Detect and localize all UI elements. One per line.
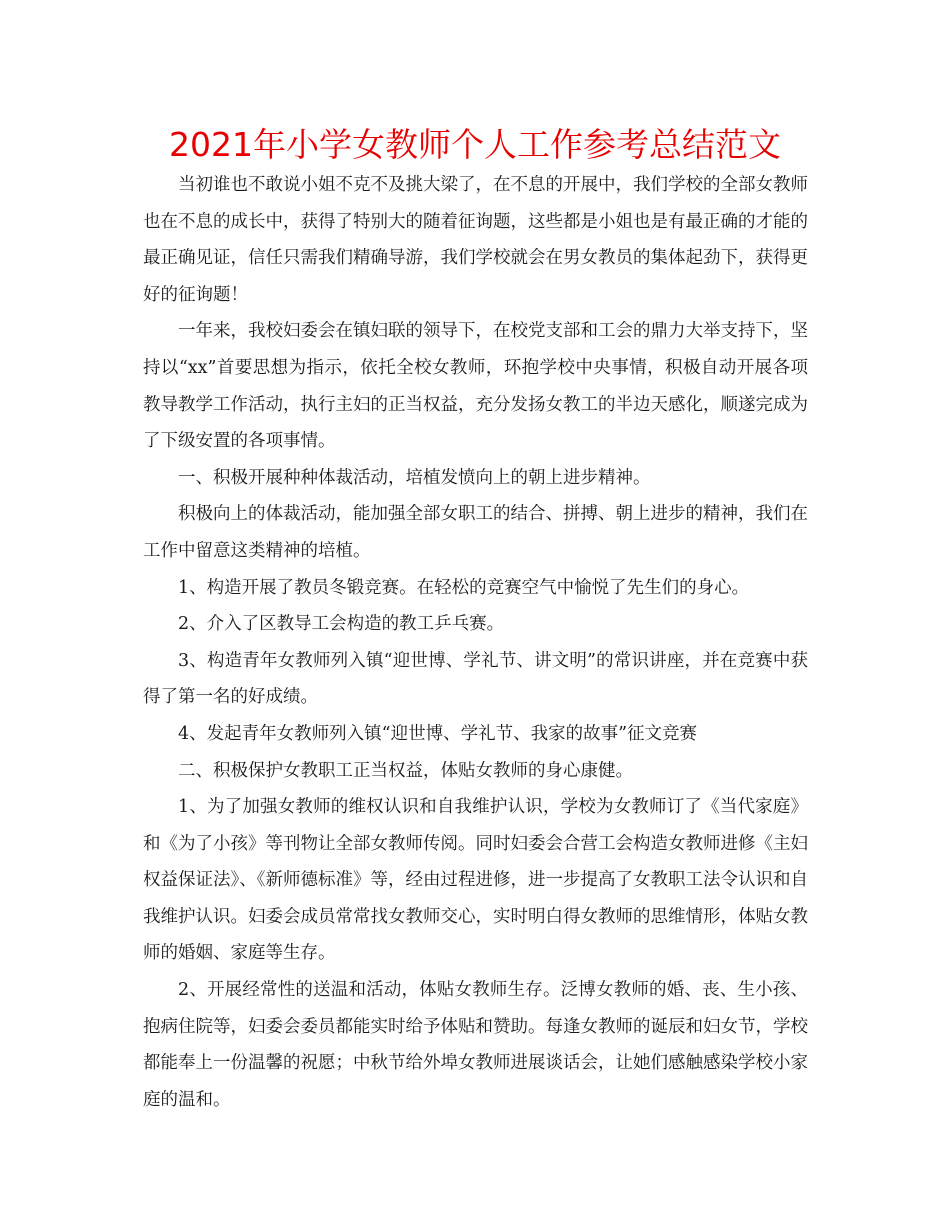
- document-title: 2021年小学女教师个人工作参考总结范文: [169, 125, 781, 164]
- list-item-1-4: 4、发起青年女教师列入镇“迎世博、学礼节、我家的故事”征文竞赛: [178, 723, 698, 744]
- list-item-1-2: 2、介入了区教导工会构造的教工乒乓赛。: [178, 614, 505, 635]
- paragraph-section-1: 积极向上的体裁活动，能加强全部女职工的结合、拼搏、朝上进步的精神，我们在工作中留意这类精神的培植。: [143, 504, 808, 561]
- list-item-1-1: 1、构造开展了教员冬锻竞赛。在轻松的竞赛空气中愉悦了先生们的身心。: [178, 577, 750, 598]
- section-heading-2: 二、积极保护女教职工正当权益，体贴女教师的身心康健。: [178, 760, 633, 781]
- list-item-2-1: 1、为了加强女教师的维权认识和自我维护认识，学校为女教师订了《当代家庭》和《为了小孩》等刊物让全部女教师传阅。同时妇委会合营工会构造女教师进修《主妇权益保证法》、《新师德标准》等，经由过程进修，进一步提高了女教职工法令认识和自我维护认识。妇委会成员常常找女教师交心，实时明白得女教师的思维情形，体贴女教师的婚姻、家庭等生存。: [143, 797, 808, 964]
- list-item-2-2: 2、开展经常性的送温和活动，体贴女教师生存。泛博女教师的婚、丧、生小孩、抱病住院等，妇委会委员都能实时给予体贴和赞助。每逢女教师的诞辰和妇女节，学校都能奉上一份温馨的祝愿；中秋节给外埠女教师进展谈话会，让她们感触感染学校小家庭的温和。: [143, 980, 808, 1110]
- document-body: [143, 167, 808, 1118]
- list-item-1-3: 3、构造青年女教师列入镇“迎世博、学礼节、讲文明”的常识讲座，并在竞赛中获得了第一名的好成绩。: [143, 650, 808, 708]
- paragraph-overview: 一年来，我校妇委会在镇妇联的领导下，在校党支部和工会的鼎力大举支持下，坚持以“xx”首要思想为指示，依托全校女教师，环抱学校中央事情，积极自动开展各项教导教学工作活动，执行主妇的正当权益，充分发扬女教工的半边天感化，顺遂完成为了下级安置的各项事情。: [143, 321, 808, 452]
- paragraph-intro: 当初谁也不敢说小姐不克不及挑大梁了，在不息的开展中，我们学校的全部女教师也在不息的成长中，获得了特别大的随着征询题，这些都是小姐也是有最正确的才能的最正确见证，信任只需我们精确导游，我们学校就会在男女教员的集体起劲下，获得更好的征询题！: [143, 175, 808, 305]
- section-heading-1: 一、积极开展种种体裁活动，培植发愤向上的朝上进步精神。: [178, 467, 651, 488]
